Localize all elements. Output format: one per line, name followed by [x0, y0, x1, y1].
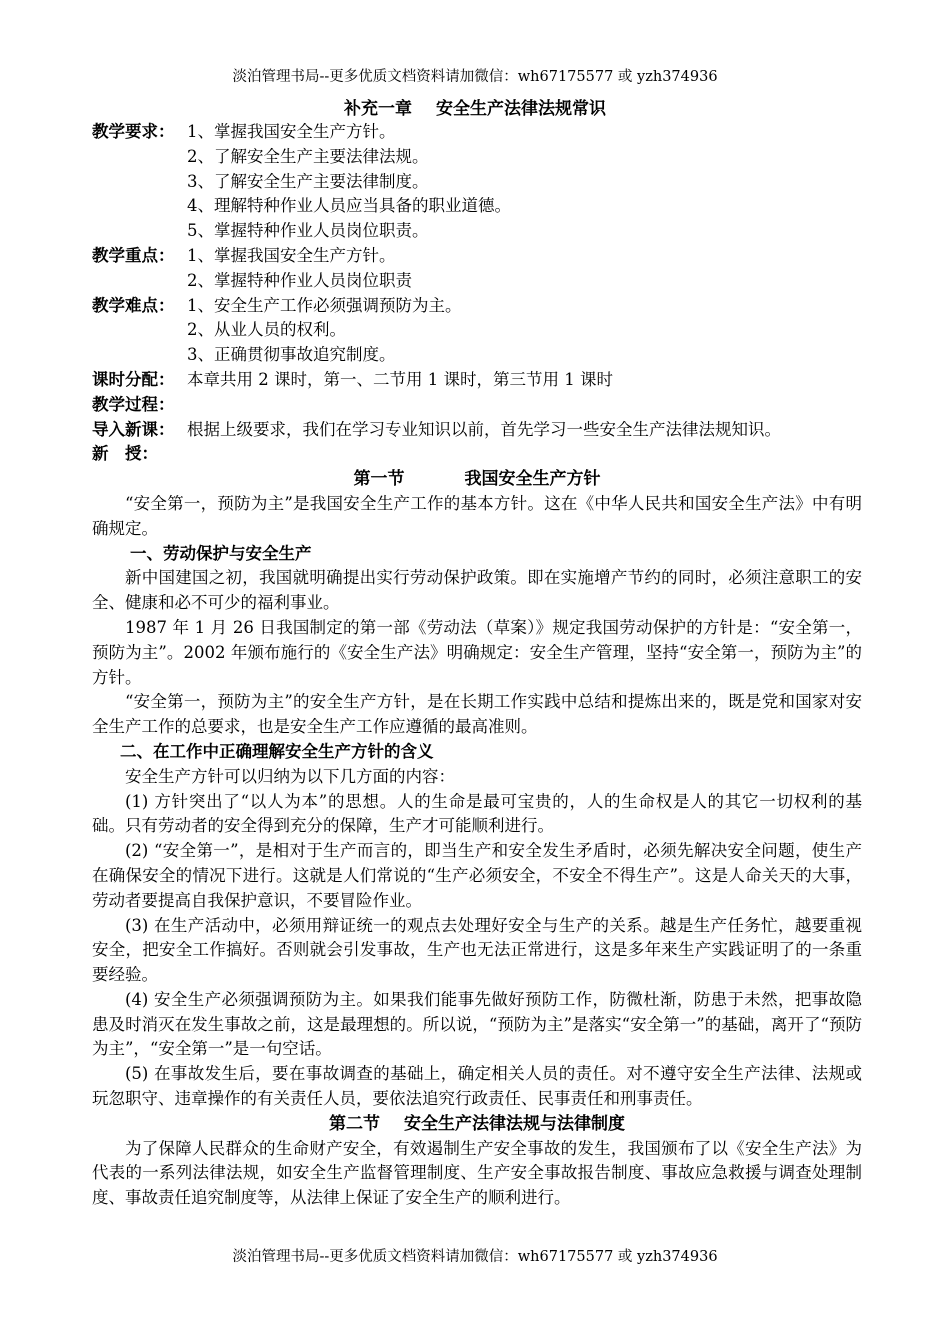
intro-row — [92, 418, 862, 443]
hours-row — [92, 368, 862, 393]
section1-heading-2: 二、在工作中正确理解安全生产方针的含义 — [120, 741, 434, 761]
section2-paragraph: 为了保障人民群众的生命财产安全，有效遏制生产安全事故的发生，我国颁布了以《安全生产法》为代表的一系列法律法规，如安全生产监督管理制度、生产安全事故报告制度、事故应急救援与调查处理制度、事故责任追究制度等，从法律上保证了安全生产的顺利进行。 — [92, 1138, 862, 1208]
difficulties-row — [92, 294, 862, 319]
section1-name: 我国安全生产方针 — [464, 469, 601, 490]
requirements-item: 3、了解安全生产主要法律制度。 — [187, 171, 429, 191]
new-lesson-label: 新 授： — [92, 444, 158, 464]
section1-title — [92, 467, 862, 492]
difficulties-item: 2、从业人员的权利。 — [187, 320, 346, 340]
page-header: 淡泊管理书局--更多优质文档资料请加微信：wh67175577 或 yzh374936 — [232, 69, 718, 85]
requirements-item: 2、了解安全生产主要法律法规。 — [187, 146, 429, 166]
key-points-item: 1、掌握我国安全生产方针。 — [187, 245, 396, 265]
section1-paragraph: 1987 年 1 月 26 日我国制定的第一部《劳动法（草案）》规定我国劳动保护的方针是：“安全第一，预防为主”。2002 年颁布施行的《安全生产法》明确规定：安全生产管理，坚持“安全第一，预防为主”的方针。 — [92, 617, 862, 687]
section1-point-2: (2) “安全第一”，是相对于生产而言的，即当生产和安全发生矛盾时，必须先解决安全问题，使生产在确保安全的情况下进行。这就是人们常说的“生产必须安全，不安全不得生产”。这是人命关天的大事，劳动者要提高自我保护意识，不要冒险作业。 — [92, 841, 862, 910]
process-row — [92, 393, 862, 418]
page-footer: 淡泊管理书局--更多优质文档资料请加微信：wh67175577 或 yzh374936 — [232, 1249, 718, 1265]
requirements-item: 4、理解特种作业人员应当具备的职业道德。 — [187, 196, 511, 216]
intro-label: 导入新课： — [92, 419, 175, 439]
document-body — [92, 120, 862, 1211]
new-lesson-row — [92, 442, 862, 467]
difficulties-item: 1、安全生产工作必须强调预防为主。 — [187, 295, 462, 315]
hours-label: 课时分配： — [92, 369, 175, 389]
requirements-item: 1、掌握我国安全生产方针。 — [187, 122, 396, 141]
section1-number: 第一节 — [353, 469, 405, 490]
requirements-item: 5、掌握特种作业人员岗位职责。 — [187, 221, 429, 241]
key-points-label: 教学重点： — [92, 245, 175, 265]
section1-heading-1: 一、劳动保护与安全生产 — [130, 543, 312, 563]
section2-title — [92, 1112, 862, 1137]
requirements-label: 教学要求： — [92, 122, 175, 141]
difficulties-item: 3、正确贯彻事故追究制度。 — [187, 345, 396, 365]
key-points-item: 2、掌握特种作业人员岗位职责 — [187, 270, 412, 290]
intro-text: 根据上级要求，我们在学习专业知识以前，首先学习一些安全生产法律法规知识。 — [187, 419, 781, 439]
section2-name: 安全生产法律法规与法律制度 — [404, 1113, 625, 1134]
section1-paragraph: “安全第一，预防为主”的安全生产方针，是在长期工作实践中总结和提炼出来的，既是党和国家对安全生产工作的总要求，也是安全生产工作应遵循的最高准则。 — [92, 692, 862, 737]
key-points-row — [92, 244, 862, 269]
difficulties-label: 教学难点： — [92, 295, 175, 315]
section2-number: 第二节 — [329, 1113, 380, 1134]
process-label: 教学过程： — [92, 394, 175, 414]
hours-text: 本章共用 2 课时，第一、二节用 1 课时，第三节用 1 课时 — [187, 369, 613, 389]
section1-paragraph: 安全生产方针可以归纳为以下几方面的内容： — [125, 766, 455, 786]
section1-paragraph: 新中国建国之初，我国就明确提出实行劳动保护政策。即在实施增产节约的同时，必须注意职工的安全、健康和必不可少的福利事业。 — [92, 568, 862, 613]
chapter-title — [0, 97, 950, 121]
section1-point-5: (5) 在事故发生后，要在事故调查的基础上，确定相关人员的责任。对不遵守安全生产法律、法规或玩忽职守、违章操作的有关责任人员，要依法追究行政责任、民事责任和刑事责任。 — [92, 1064, 862, 1109]
requirements-row — [92, 120, 862, 145]
section1-paragraph: “安全第一，预防为主”是我国安全生产工作的基本方针。这在《中华人民共和国安全生产法》中有明确规定。 — [92, 493, 862, 538]
chapter-title-number: 补充一章 — [344, 99, 412, 119]
section1-point-1: (1) 方针突出了“以人为本”的思想。人的生命是最可宝贵的，人的生命权是人的其它一切权利的基础。只有劳动者的安全得到充分的保障，生产才可能顺利进行。 — [92, 791, 862, 836]
chapter-title-text: 安全生产法律法规常识 — [436, 99, 606, 119]
section1-point-3: (3) 在生产活动中，必须用辩证统一的观点去处理好安全与生产的关系。越是生产任务忙，越要重视安全，把安全工作搞好。否则就会引发事故，生产也无法正常进行，这是多年来生产实践证明了的一条重要经验。 — [92, 915, 862, 985]
section1-point-4: (4) 安全生产必须强调预防为主。如果我们能事先做好预防工作，防微杜渐，防患于未然，把事故隐患及时消灭在发生事故之前，这是最理想的。所以说，“预防为主”是落实“安全第一”的基础，离开了“预防为主”，“安全第一”是一句空话。 — [92, 989, 862, 1059]
